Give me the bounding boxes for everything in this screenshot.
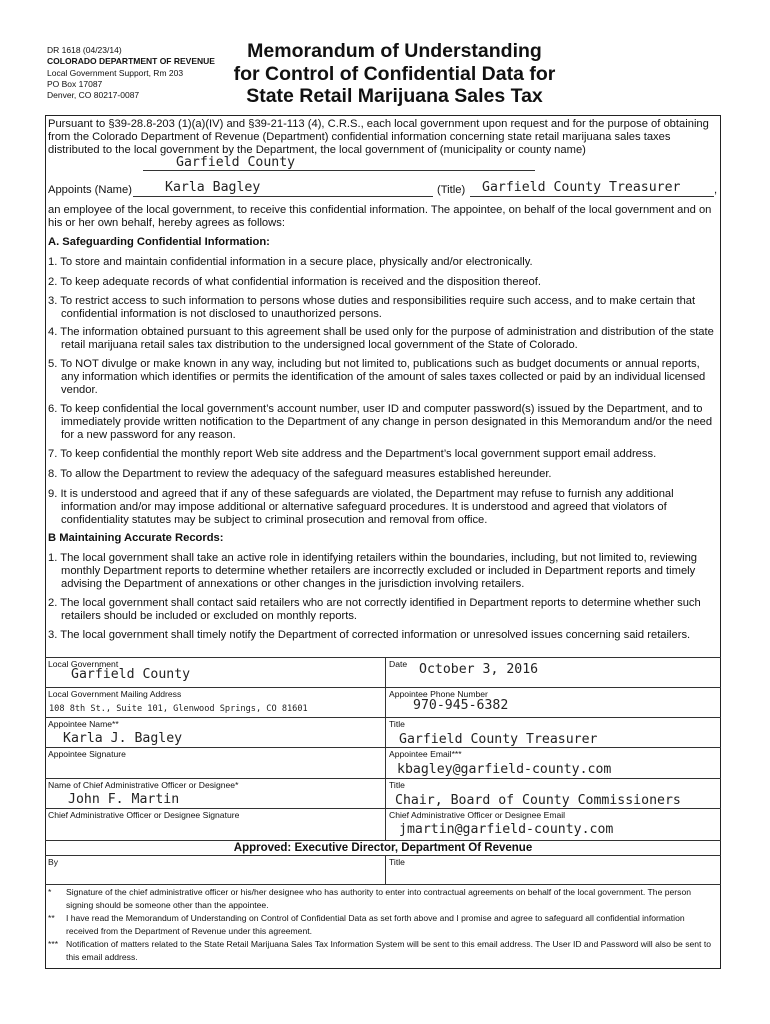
grid-line — [45, 657, 721, 658]
intro-text: Pursuant to §39-28.8-203 (1)(a)(IV) and §39-21-113 (4), C.R.S., each local government upon request and for the purpose of obtaining from the Colorado Department of Revenue (Department) confidential information concerning state retail marijuana sales taxes distributed to the local government by the Department, the local government of (municipality or county name) — [48, 118, 709, 156]
list-item: 6. To keep confidential the local government’s account number, user ID and computer password(s) issued by the Department, and to immediately provide written notification to the Department of any change in person designated in this Memorandum and/or the need for a new password for any reason. — [48, 403, 713, 441]
cao-name-field[interactable]: John F. Martin — [68, 792, 180, 807]
appointee-underline — [133, 196, 433, 197]
footnote-text: Notification of matters related to the State Retail Marijuana Sales Tax Information System will be sent to this email address. The User ID and Password will also be sent to this email address. — [66, 939, 711, 963]
intro-continuation: an employee of the local government, to receive this confidential information. The appointee, on behalf of the local government and on his or her own behalf, hereby agrees as follows: — [48, 204, 712, 229]
footnote-mark: * — [48, 887, 52, 897]
grid-line — [45, 687, 721, 688]
grid-line — [45, 855, 721, 856]
appointee-title-field[interactable]: Garfield County Treasurer — [482, 180, 681, 195]
date-field[interactable]: October 3, 2016 — [419, 662, 539, 677]
county-name-field[interactable]: Garfield County — [176, 155, 296, 170]
list-item: 4. The information obtained pursuant to this agreement shall be used only for the purpose of administration and distribution of the state retail marijuana retail sales tax distribution to the undersigned local government of the State of Colorado. — [48, 326, 714, 351]
grid-line — [45, 717, 721, 718]
approval-title-label: Title — [389, 857, 405, 867]
appointee-title-label: Title — [389, 719, 405, 729]
appointee-name-label: Appointee Name** — [48, 719, 119, 729]
address-line-1: Local Government Support, Rm 203 — [47, 67, 184, 78]
list-item: 2. To keep adequate records of what confidential information is received and the disposition thereof. — [48, 276, 541, 288]
list-item: 9. It is understood and agreed that if any of these safeguards are violated, the Department may refuse to furnish any additional information and/or may impose additional or alternative safeguard procedures. It is understood and agreed that violators of confidentiality statutes may be subject to criminal prosecution and removal from office. — [48, 488, 674, 526]
list-item: 3. To restrict access to such information to persons whose duties and responsibilities require such access, and to make certain that confidential information is not disclosed to unauthorized persons. — [48, 295, 696, 320]
list-item: 1. The local government shall take an active role in identifying retailers within the boundaries, including, but not limited to, reviewing monthly Department reports to determine whether retailers are incorrectly excluded or included in Department reports and timely advising the Department of annexations or other changes in the jurisdiction involving retailers. — [48, 552, 698, 590]
mailing-address-field[interactable]: 108 8th St., Suite 101, Glenwood Springs, CO 81601 — [49, 704, 308, 714]
list-item: 7. To keep confidential the monthly report Web site address and the Department’s local government support email address. — [48, 448, 657, 460]
document-title — [222, 40, 567, 108]
list-item: 8. To allow the Department to review the adequacy of the safeguard measures established hereunder. — [48, 468, 552, 480]
footnote — [48, 912, 718, 938]
grid-line — [45, 778, 721, 779]
date-label: Date — [389, 659, 408, 669]
appointee-email-label: Appointee Email*** — [389, 749, 462, 759]
footnote-text: I have read the Memorandum of Understanding on Control of Confidential Data as set forth above and I promise and agree to safeguard all confidential information received from the Department of Revenue under this agreement. — [66, 913, 685, 937]
cao-email-label: Chief Administrative Officer or Designee Email — [389, 810, 566, 820]
list-item: 1. To store and maintain confidential information in a secure place, physically and/or electronically. — [48, 256, 533, 268]
grid-line — [45, 747, 721, 748]
appointee-name-field[interactable]: Karla Bagley — [165, 180, 261, 195]
grid-divider — [385, 855, 386, 884]
title-underline — [470, 196, 714, 197]
section-b-heading: B Maintaining Accurate Records: — [48, 532, 224, 544]
appointee-full-name-field[interactable]: Karla J. Bagley — [63, 731, 183, 746]
approval-heading: Approved: Executive Director, Department Of Revenue — [233, 842, 533, 854]
local-government-label: Local Government — [48, 659, 119, 669]
footnote-mark: *** — [48, 939, 59, 949]
appoints-label: Appoints (Name) — [48, 184, 132, 196]
cao-email-field[interactable]: jmartin@garfield-county.com — [399, 822, 614, 837]
footnote-text: Signature of the chief administrative officer or his/her designee who has authority to enter into contractual agreements on behalf of the local government. The person signing should be someone other than the appointee. — [66, 887, 692, 911]
section-a-heading: A. Safeguarding Confidential Information: — [48, 236, 270, 248]
appointee-email-field[interactable]: kbagley@garfield-county.com — [397, 762, 612, 777]
list-item: 2. The local government shall contact said retailers who are not correctly identified in Department reports to determine whether such retailers should be included or excluded on monthly reports. — [48, 597, 701, 622]
local-government-field[interactable]: Garfield County — [71, 667, 191, 682]
title-line-3: State Retail Marijuana Sales Tax — [246, 85, 543, 107]
grid-divider — [385, 657, 386, 840]
footnote — [48, 886, 718, 912]
address-line-2: PO Box 17087 — [47, 78, 103, 89]
footnote-mark: ** — [48, 913, 55, 923]
cao-name-label: Name of Chief Administrative Officer or Designee* — [48, 780, 239, 790]
cao-signature-label: Chief Administrative Officer or Designee Signature — [48, 810, 240, 820]
grid-line — [45, 840, 721, 841]
title-line-1: Memorandum of Understanding — [247, 40, 542, 62]
department-name: COLORADO DEPARTMENT OF REVENUE — [47, 56, 215, 67]
grid-line — [45, 884, 721, 885]
list-item: 3. The local government shall timely notify the Department of corrected information or unresolved issues concerning said retailers. — [48, 629, 691, 641]
footnote — [48, 938, 718, 964]
by-label: By — [48, 857, 59, 867]
appointee-signature-label: Appointee Signature — [48, 749, 126, 759]
title-line-2: for Control of Confidential Data for — [233, 62, 556, 85]
cao-title-label: Title — [389, 780, 405, 790]
title-label-inline: (Title) — [437, 184, 466, 196]
header-agency-block — [47, 45, 215, 101]
grid-line — [45, 808, 721, 809]
title-comma: , — [714, 184, 718, 196]
appointee-title-row-field[interactable]: Garfield County Treasurer — [399, 732, 598, 747]
address-line-3: Denver, CO 80217-0087 — [47, 90, 140, 101]
form-id: DR 1618 (04/23/14) — [47, 45, 122, 55]
appointee-phone-field[interactable]: 970-945-6382 — [413, 698, 509, 713]
list-item: 5. To NOT divulge or make known in any way, including but not limited to, publications such as budget documents or annual reports, any information which identifies or permits the identification of the amount of sales taxes collected or paid by an individual licensed vendor. — [48, 358, 706, 396]
intro-paragraph — [48, 118, 718, 157]
mailing-address-label: Local Government Mailing Address — [48, 689, 182, 699]
appointee-phone-label: Appointee Phone Number — [389, 689, 488, 699]
county-underline — [143, 170, 535, 171]
cao-title-field[interactable]: Chair, Board of County Commissioners — [395, 793, 681, 808]
